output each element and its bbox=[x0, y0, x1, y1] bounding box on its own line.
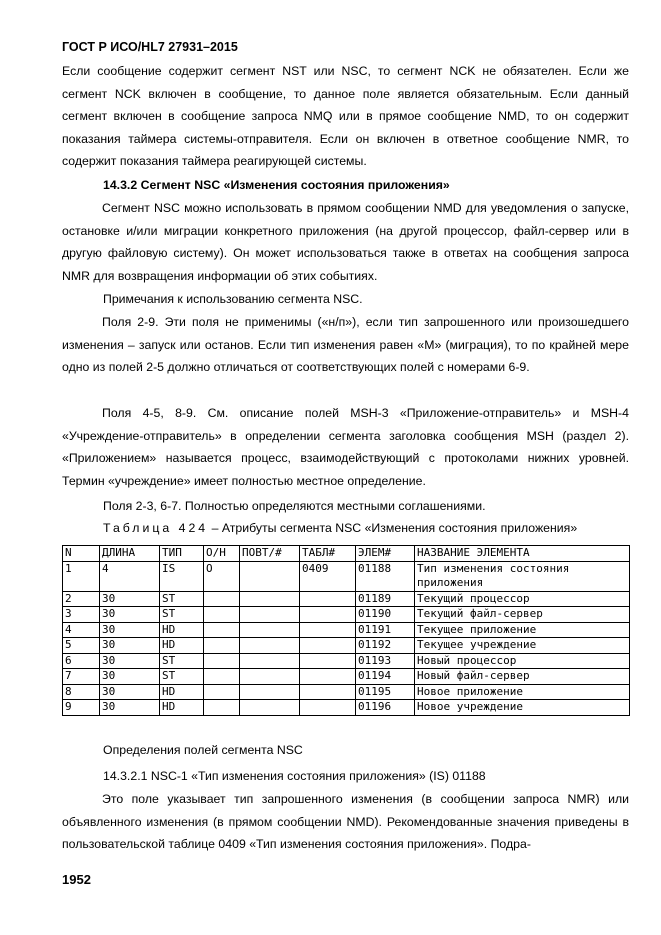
table-cell bbox=[300, 700, 356, 716]
standard-header: ГОСТ Р ИСО/HL7 27931–2015 bbox=[62, 40, 238, 54]
table-cell bbox=[300, 669, 356, 685]
table-cell: 01188 bbox=[356, 561, 415, 591]
table-row bbox=[63, 700, 630, 716]
attributes-table bbox=[62, 545, 630, 716]
table-cell bbox=[240, 669, 300, 685]
definitions-title: Определения полей сегмента NSC bbox=[103, 743, 303, 757]
table-cell: IS bbox=[160, 561, 204, 591]
table-cell bbox=[240, 653, 300, 669]
section-paragraph-4: Поля 2-3, 6-7. Полностью определяются местными соглашениями. bbox=[103, 499, 486, 513]
definitions-paragraph: Это поле указывает тип запрошенного изменения (в сообщении запроса NMR) или объявленного изменения (в прямом сообщении NMD). Рекомендованные значения приведены в пользовательской таблице 0409 «Тип изменения состояния приложения». Подра- bbox=[62, 792, 629, 852]
table-cell bbox=[240, 638, 300, 654]
table-cell bbox=[300, 638, 356, 654]
table-row bbox=[63, 669, 630, 685]
table-cell: ST bbox=[160, 591, 204, 607]
table-cell: Текущий файл-сервер bbox=[415, 607, 630, 623]
page-number: 1952 bbox=[62, 872, 91, 887]
table-cell: 6 bbox=[63, 653, 100, 669]
table-cell: 2 bbox=[63, 591, 100, 607]
table-cell: Тип изменения состояния приложения bbox=[415, 561, 630, 591]
table-row bbox=[63, 607, 630, 623]
table-cell: 0409 bbox=[300, 561, 356, 591]
table-cell: 5 bbox=[63, 638, 100, 654]
table-cell bbox=[300, 622, 356, 638]
table-cell: 30 bbox=[100, 607, 160, 623]
table-cell: 01196 bbox=[356, 700, 415, 716]
table-cell bbox=[300, 591, 356, 607]
table-cell: 01195 bbox=[356, 684, 415, 700]
table-cell: 7 bbox=[63, 669, 100, 685]
table-cell: 01189 bbox=[356, 591, 415, 607]
table-cell bbox=[204, 700, 240, 716]
notes-title: Примечания к использованию сегмента NSC. bbox=[103, 292, 363, 306]
table-cell bbox=[240, 607, 300, 623]
table-cell: HD bbox=[160, 622, 204, 638]
table-cell: 30 bbox=[100, 669, 160, 685]
col-type: ТИП bbox=[160, 546, 204, 562]
table-row bbox=[63, 622, 630, 638]
table-cell: 30 bbox=[100, 622, 160, 638]
table-cell: 01194 bbox=[356, 669, 415, 685]
table-cell bbox=[300, 607, 356, 623]
table-cell bbox=[300, 684, 356, 700]
table-cell bbox=[240, 561, 300, 591]
table-cell: ST bbox=[160, 653, 204, 669]
table-row bbox=[63, 591, 630, 607]
table-cell: 1 bbox=[63, 561, 100, 591]
table-caption-label: Таблица 424 bbox=[103, 521, 209, 535]
table-row bbox=[63, 653, 630, 669]
table-cell: O bbox=[204, 561, 240, 591]
section-paragraph-1: Сегмент NSC можно использовать в прямом сообщении NMD для уведомления о запуске, остановке и/или миграции конкретного приложения (на другой процессор, файл-сервер или в другую файловую систему). Он может использоваться также в ответах на сообщения запроса NMR для возвращения информации об этих событиях. bbox=[62, 201, 629, 283]
table-cell: 30 bbox=[100, 591, 160, 607]
table-cell: Текущее приложение bbox=[415, 622, 630, 638]
table-row bbox=[63, 684, 630, 700]
table-row bbox=[63, 638, 630, 654]
col-length: ДЛИНА bbox=[100, 546, 160, 562]
table-cell: 4 bbox=[100, 561, 160, 591]
table-cell: Новый процессор bbox=[415, 653, 630, 669]
table-cell: 8 bbox=[63, 684, 100, 700]
table-caption-text: – Атрибуты сегмента NSC «Изменения состояния приложения» bbox=[211, 521, 578, 535]
table-cell: 30 bbox=[100, 700, 160, 716]
table-cell bbox=[204, 684, 240, 700]
table-cell bbox=[300, 653, 356, 669]
table-cell bbox=[240, 684, 300, 700]
table-cell: 01191 bbox=[356, 622, 415, 638]
table-cell: Новый файл-сервер bbox=[415, 669, 630, 685]
section-heading: 14.3.2 Сегмент NSC «Изменения состояния приложения» bbox=[103, 178, 450, 192]
table-cell bbox=[204, 638, 240, 654]
col-optional: О/Н bbox=[204, 546, 240, 562]
table-cell bbox=[240, 622, 300, 638]
table-cell bbox=[240, 591, 300, 607]
table-cell: Новое учреждение bbox=[415, 700, 630, 716]
table-cell: ST bbox=[160, 669, 204, 685]
table-cell: HD bbox=[160, 684, 204, 700]
table-cell: Текущее учреждение bbox=[415, 638, 630, 654]
table-cell: Новое приложение bbox=[415, 684, 630, 700]
intro-paragraph: Если сообщение содержит сегмент NST или NSC, то сегмент NCK не обязателен. Если же сегмент NCK включен в сообщение, то данное поле является обязательным. Если данный сегмент включен в сообщение запроса NMQ или в прямое сообщение NMD, то он содержит показания таймера системы-отправителя. Если он включен в ответное сообщение NMR, то содержит показания таймера реагирующей системы. bbox=[62, 64, 629, 169]
section-paragraph-3: Поля 4-5, 8-9. См. описание полей MSH-3 «Приложение-отправитель» и MSH-4 «Учреждение-отправитель» в определении сегмента заголовка сообщения MSH (раздел 2). «Приложением» называется процесс, взаимодействующий с протоколами нижних уровней. Термин «учреждение» имеет полностью местное определение. bbox=[62, 406, 629, 488]
table-cell: 9 bbox=[63, 700, 100, 716]
field-heading: 14.3.2.1 NSC-1 «Тип изменения состояния приложения» (IS) 01188 bbox=[103, 769, 486, 783]
table-cell: 4 bbox=[63, 622, 100, 638]
section-paragraph-2: Поля 2-9. Эти поля не применимы («н/п»), если тип запрошенного или произошедшего изменения – запуск или останов. Если тип изменения равен «М» (миграция), то по крайней мере одно из полей 2-5 должно отличаться от соответствующих полей с номерами 6-9. bbox=[62, 315, 629, 375]
table-cell: 3 bbox=[63, 607, 100, 623]
table-cell: HD bbox=[160, 638, 204, 654]
table-cell bbox=[204, 669, 240, 685]
table-cell bbox=[204, 591, 240, 607]
table-cell bbox=[204, 607, 240, 623]
table-header-row bbox=[63, 546, 630, 562]
col-repeat: ПОВТ/# bbox=[240, 546, 300, 562]
table-cell: 01190 bbox=[356, 607, 415, 623]
table-cell bbox=[240, 700, 300, 716]
col-n: N bbox=[63, 546, 100, 562]
table-cell: Текущий процессор bbox=[415, 591, 630, 607]
table-cell: 30 bbox=[100, 684, 160, 700]
col-table: ТАБЛ# bbox=[300, 546, 356, 562]
table-cell: 01193 bbox=[356, 653, 415, 669]
table-cell: 01192 bbox=[356, 638, 415, 654]
col-element-name: НАЗВАНИЕ ЭЛЕМЕНТА bbox=[415, 546, 630, 562]
table-cell bbox=[204, 653, 240, 669]
table-cell: 30 bbox=[100, 638, 160, 654]
col-element: ЭЛЕМ# bbox=[356, 546, 415, 562]
table-caption bbox=[103, 521, 577, 535]
table-cell bbox=[204, 622, 240, 638]
table-cell: HD bbox=[160, 700, 204, 716]
table-cell: ST bbox=[160, 607, 204, 623]
table-cell: 30 bbox=[100, 653, 160, 669]
table-row bbox=[63, 561, 630, 591]
